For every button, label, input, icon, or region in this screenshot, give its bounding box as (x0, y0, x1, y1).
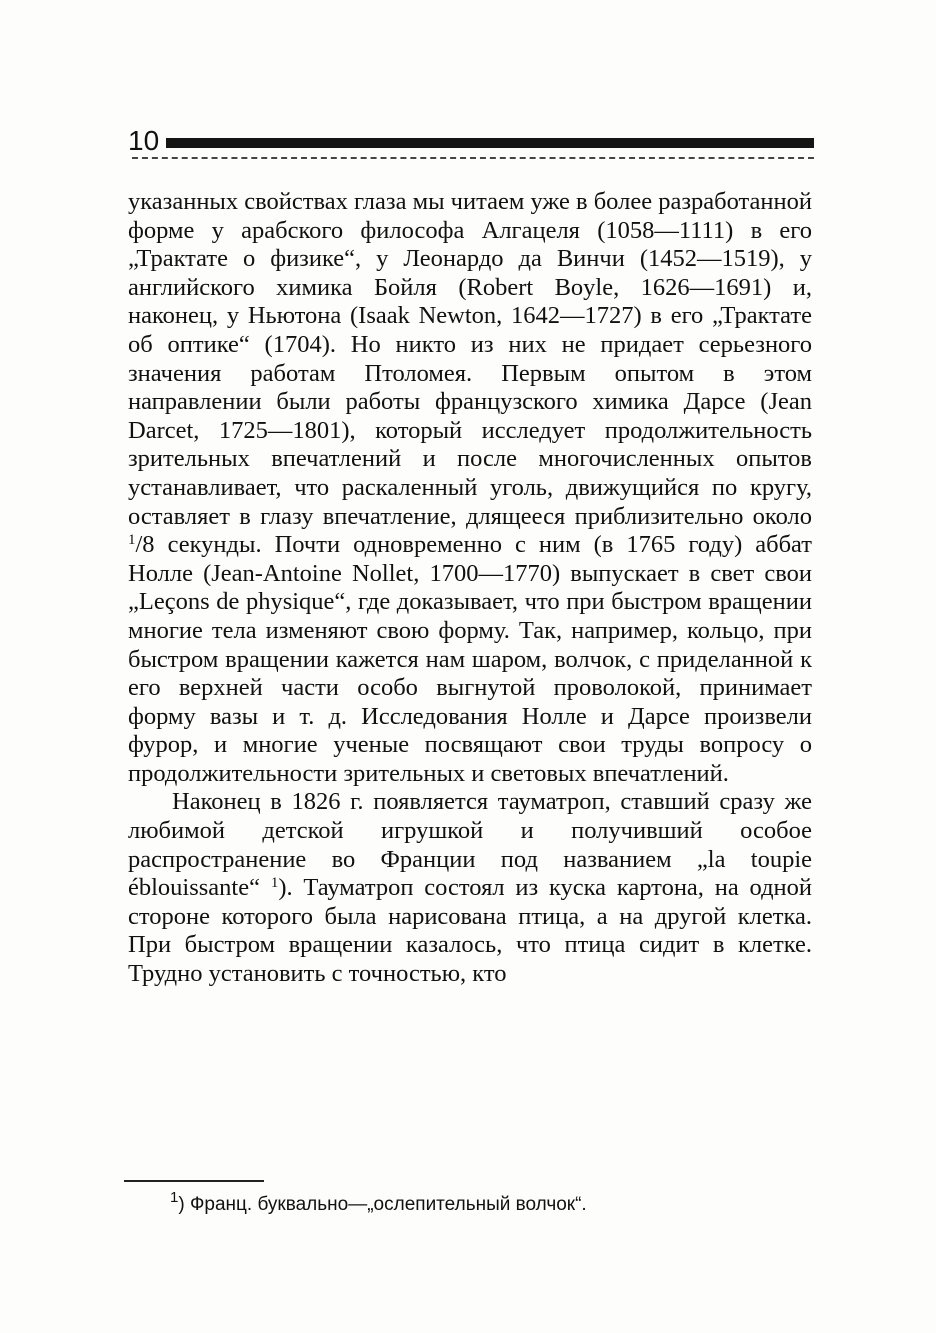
main-text (128, 188, 812, 989)
header-rule (166, 138, 814, 148)
page-number: 10 (128, 125, 160, 156)
header-thin-rule (132, 157, 814, 159)
paragraph (128, 188, 812, 788)
page-header (128, 124, 816, 164)
footnote-divider (124, 1180, 264, 1182)
paragraph-text-continued: секунды. Почти одновременно с ним (в 1765 году) аббат Нолле (Jean-Antoine Nollet, 1700—1770) выпускает в свет свои „Leçons de physique“, где доказывает, что при быстром вращении многие тела изменяют свою форму. Так, например, кольцо, при быстром вращении кажется нам шаром, волчок, с приделанной к его верхней части особо выгнутой проволокой, принимает форму вазы и т. д. Исследования Нолле и Дарсе произвели фурор, и многие ученые посвящают свои труды вопросу о продолжительности зрительных и световых впечатлений. (128, 531, 812, 787)
footnote-marker: 1 (170, 1189, 179, 1206)
paragraph-text: Наконец в 1826 г. появляется тауматроп, ставший сразу же любимой детской игрушкой и получивший особое распространение во Франции под названием „la toupie éblouissante“ (128, 788, 812, 902)
paragraph (128, 788, 812, 988)
fraction-numerator: 1 (128, 532, 136, 549)
footnote-text: ) Франц. буквально—„ослепительный волчок“. (178, 1194, 587, 1215)
paragraph-text: указанных свойствах глаза мы читаем уже в более разработанной форме у арабского философа Алгацеля (1058—1111) в его „Трактате о физике“, у Леонардо да Винчи (1452—1519), у английского химика Бойля (Robert Boyle, 1626—1691) и, наконец, у Ньютона (Isaak Newton, 1642—1727) в его „Трактате об оптике“ (1704). Но никто из них не придает серьезного значения работам Птоломея. Первым опытом в этом направлении были работы французского химика Дарсе (Jean Darcet, 1725—1801), который исследует продолжительность зрительных впечатлений и после многочисленных опытов устанавливает, что раскаленный уголь, движущийся по кругу, оставляет в глазу впечатление, длящееся приблизительно около (128, 188, 812, 530)
footnote (170, 1189, 587, 1217)
footnote-reference: 1 (270, 875, 279, 892)
paragraph-text-continued: ). Тауматроп состоял из куска картона, на одной стороне которого была нарисована птица, а на другой клетка. При быстром вращении казалось, что птица сидит в клетке. Трудно установить с точностью, кто (128, 874, 813, 988)
fraction-denominator: /8 (135, 531, 155, 559)
